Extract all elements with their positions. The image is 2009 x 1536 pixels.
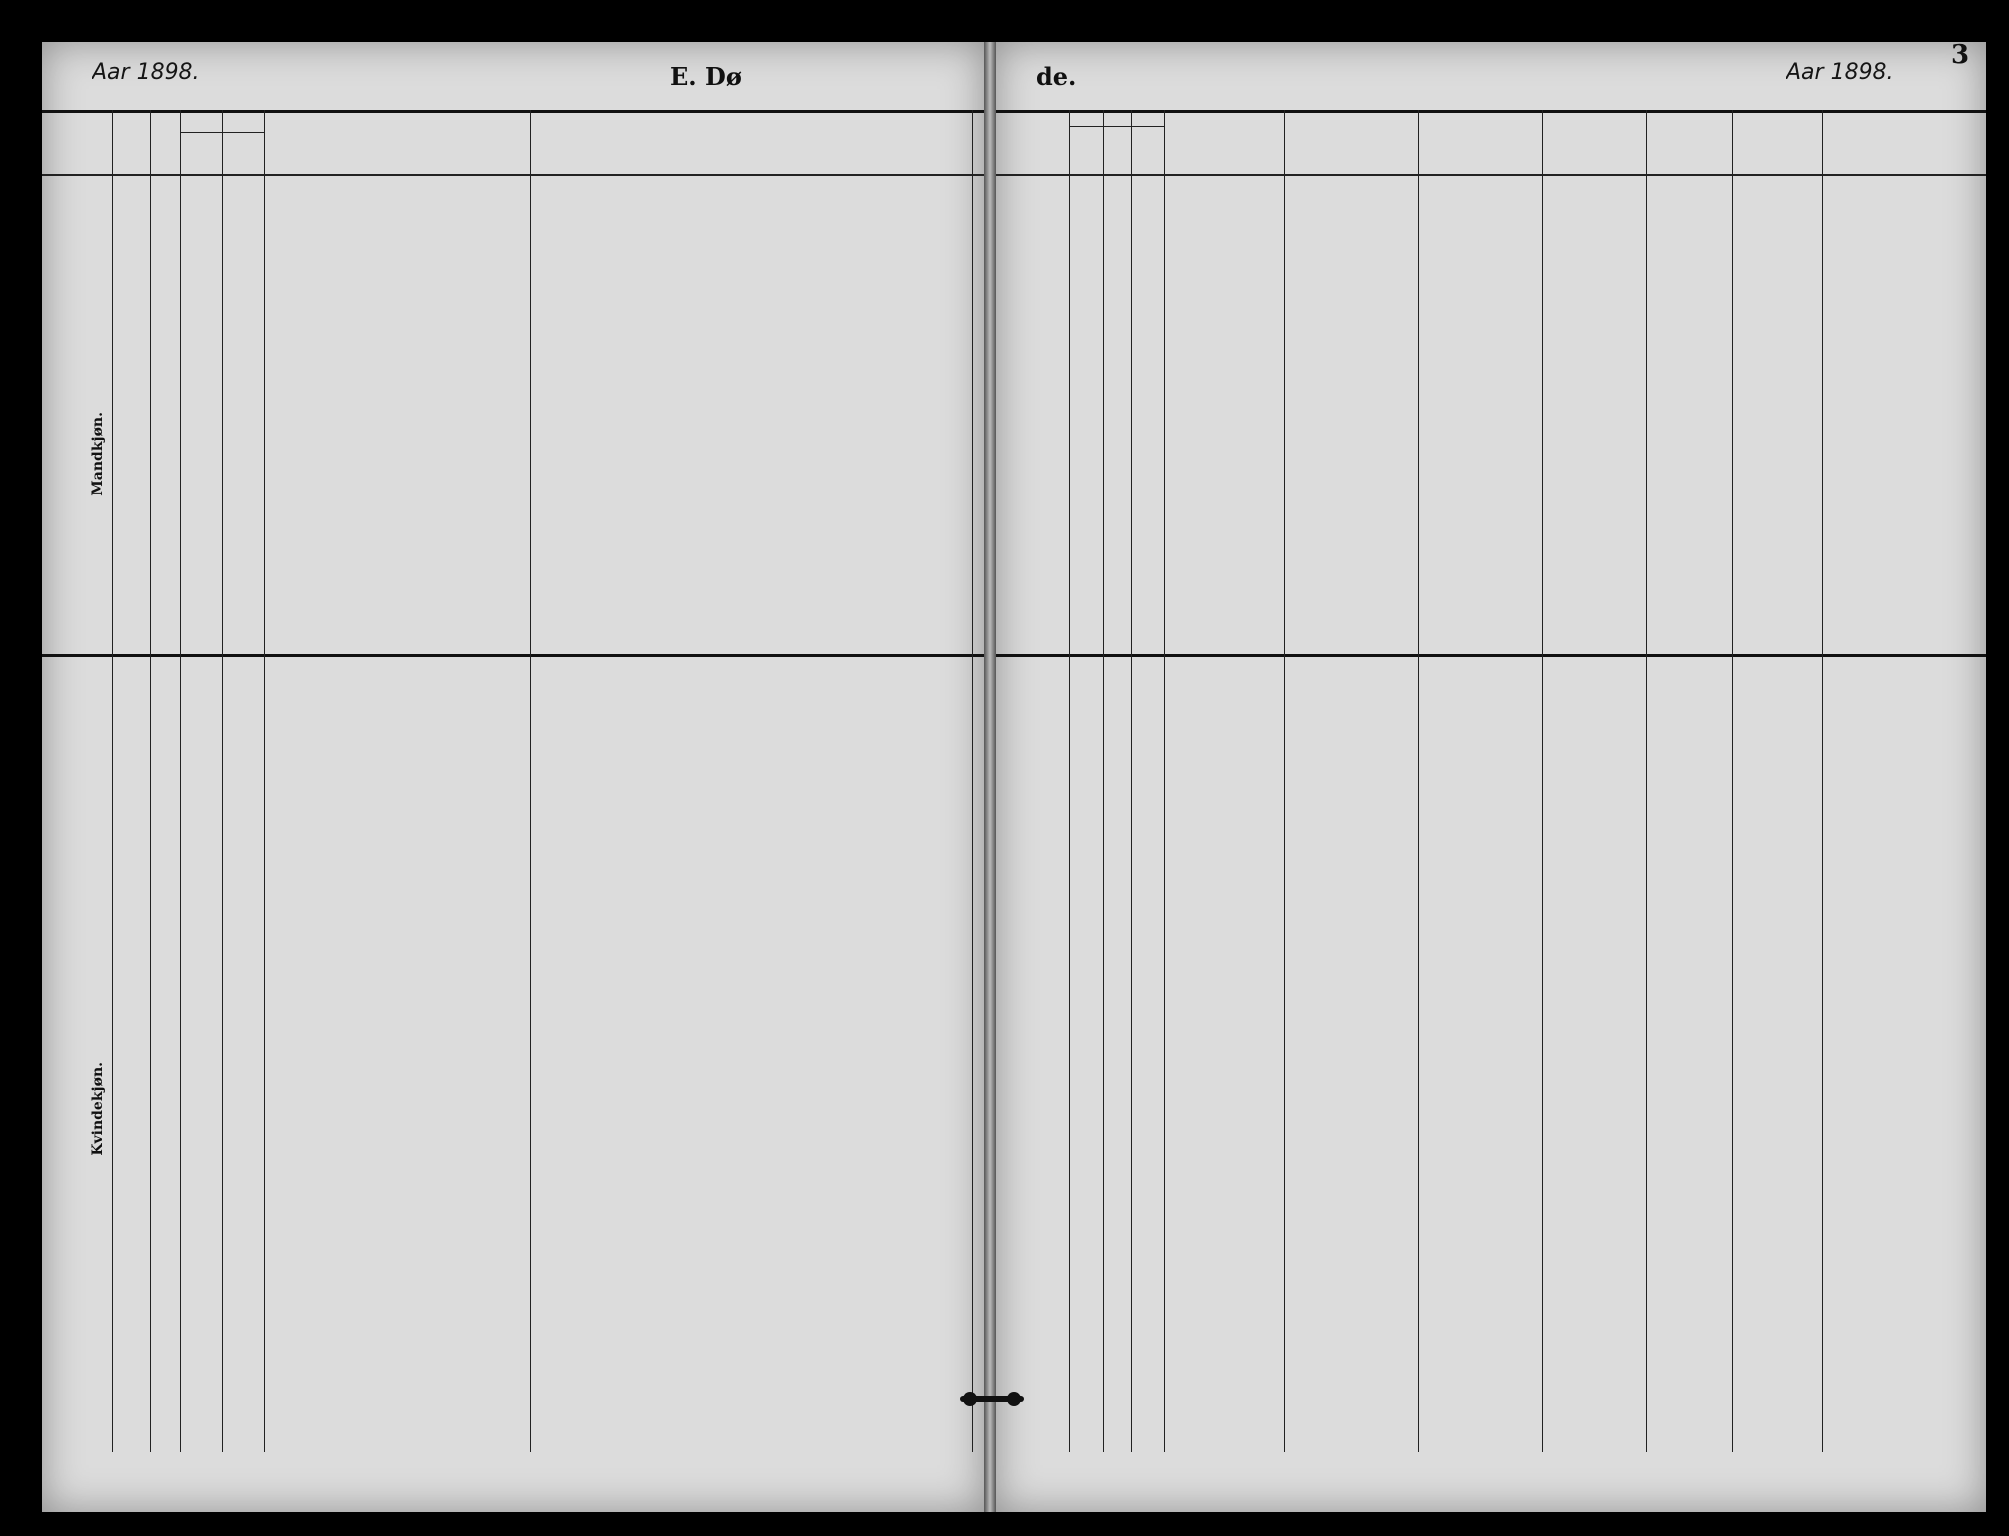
column-rule xyxy=(112,110,113,1452)
column-rule xyxy=(150,110,151,1452)
section-label-male: Mandkjøn. xyxy=(90,412,106,496)
column-rule xyxy=(1284,110,1285,1452)
column-rule xyxy=(1164,110,1165,1452)
column-rule xyxy=(1822,110,1823,1452)
column-rule xyxy=(972,110,973,1452)
column-rule xyxy=(1646,110,1647,1452)
column-rule xyxy=(222,110,223,1452)
left-page xyxy=(42,42,984,1512)
section-label-female: Kvindekjøn. xyxy=(90,1062,106,1156)
right-page xyxy=(996,42,1986,1512)
column-rule xyxy=(1418,110,1419,1452)
column-rule xyxy=(1542,110,1543,1452)
header-rule-bottom xyxy=(996,174,1986,176)
column-rule xyxy=(1131,110,1132,1452)
column-rule xyxy=(264,110,265,1452)
header-rule-top xyxy=(996,110,1986,113)
binding-clip-icon xyxy=(958,1390,1026,1408)
column-rule xyxy=(530,110,531,1452)
register-title-left: E. Dø xyxy=(670,62,742,91)
section-divider xyxy=(42,654,984,657)
naar-subrule xyxy=(180,132,264,133)
column-rule xyxy=(1069,110,1070,1452)
header-rule-bottom xyxy=(42,174,984,176)
fodsels-subrule xyxy=(1069,126,1164,127)
section-divider xyxy=(996,654,1986,657)
book-spine xyxy=(984,42,996,1512)
header-rule-top xyxy=(42,110,984,113)
register-title-right: de. xyxy=(1036,62,1077,91)
page-number: 3 xyxy=(1951,42,1970,70)
column-rule xyxy=(1732,110,1733,1452)
year-heading-right: Aar 1898. xyxy=(1786,60,1894,85)
year-heading-left: Aar 1898. xyxy=(92,60,200,85)
column-rule xyxy=(1103,110,1104,1452)
column-rule xyxy=(180,110,181,1452)
